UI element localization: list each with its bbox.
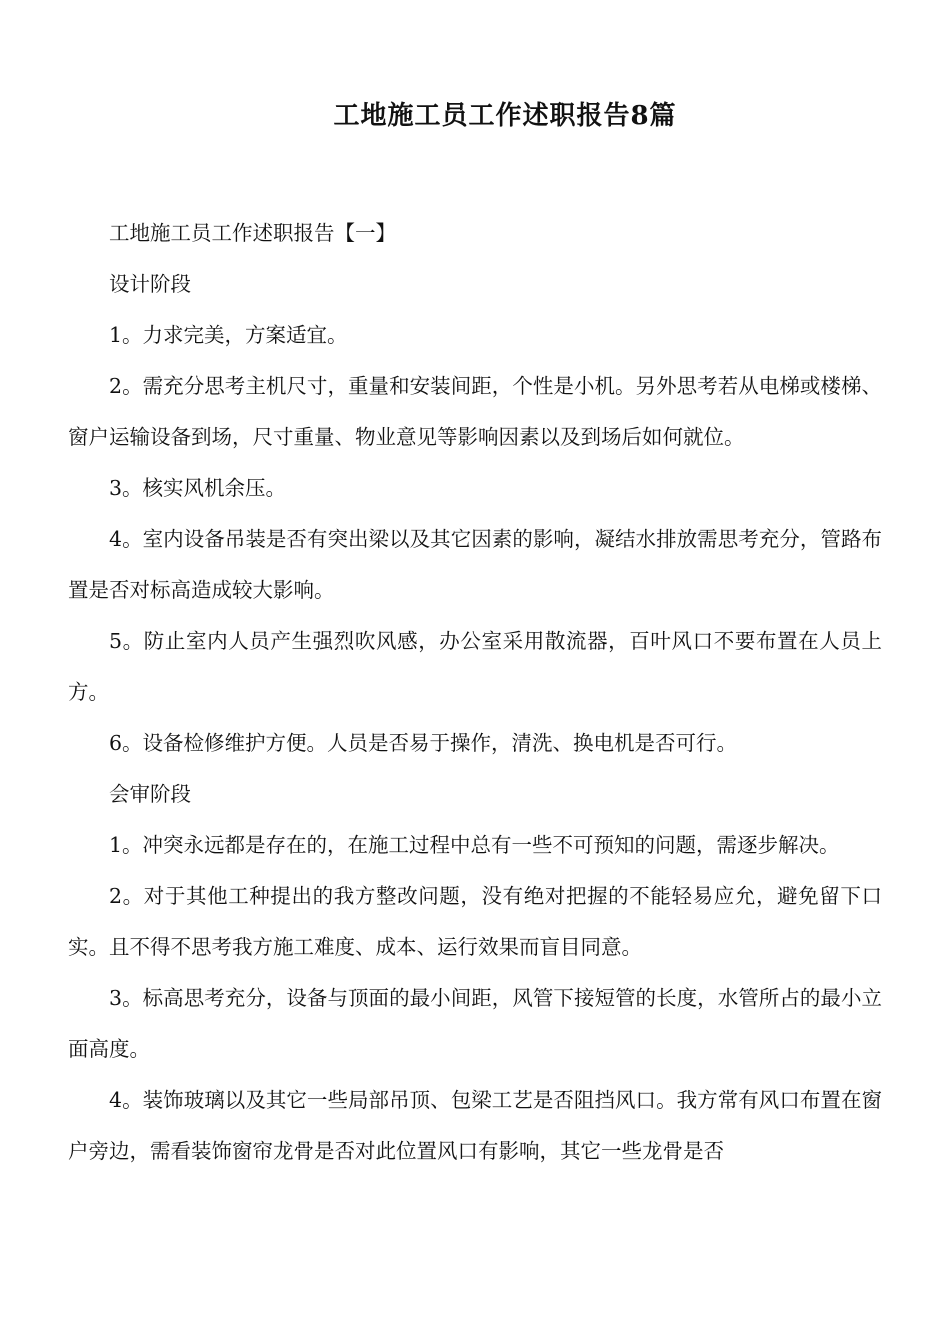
paragraph-design-6: 6。设备检修维护方便。人员是否易于操作，清洗、换电机是否可行。 [109, 731, 738, 755]
section-heading-design-stage: 设计阶段 [109, 272, 191, 296]
paragraph-design-2: 2。需充分思考主机尺寸，重量和安装间距，个性是小机。另外思考若从电梯或楼梯、窗户运输设备到场，尺寸重量、物业意见等影响因素以及到场后如何就位。 [68, 374, 882, 449]
section-heading-report-1: 工地施工员工作述职报告【一】 [109, 221, 396, 245]
paragraph-review-1: 1。冲突永远都是存在的，在施工过程中总有一些不可预知的问题，需逐步解决。 [109, 833, 840, 857]
document-title: 工地施工员工作述职报告8篇 [333, 101, 677, 131]
paragraph-design-5: 5。防止室内人员产生强烈吹风感，办公室采用散流器，百叶风口不要布置在人员上方。 [68, 629, 882, 704]
paragraph-design-1: 1。力求完美，方案适宜。 [109, 323, 348, 347]
document-body [68, 208, 882, 1177]
paragraph-design-4: 4。室内设备吊装是否有突出梁以及其它因素的影响，凝结水排放需思考充分，管路布置是否对标高造成较大影响。 [68, 527, 882, 602]
section-heading-review-stage: 会审阶段 [109, 782, 191, 806]
paragraph-design-3: 3。核实风机余压。 [109, 476, 287, 500]
paragraph-review-4: 4。装饰玻璃以及其它一些局部吊顶、包梁工艺是否阻挡风口。我方常有风口布置在窗户旁边，需看装饰窗帘龙骨是否对此位置风口有影响，其它一些龙骨是否 [68, 1088, 882, 1163]
paragraph-review-3: 3。标高思考充分，设备与顶面的最小间距，风管下接短管的长度，水管所占的最小立面高度。 [68, 986, 882, 1061]
paragraph-review-2: 2。对于其他工种提出的我方整改问题，没有绝对把握的不能轻易应允，避免留下口实。且不得不思考我方施工难度、成本、运行效果而盲目同意。 [68, 884, 882, 959]
